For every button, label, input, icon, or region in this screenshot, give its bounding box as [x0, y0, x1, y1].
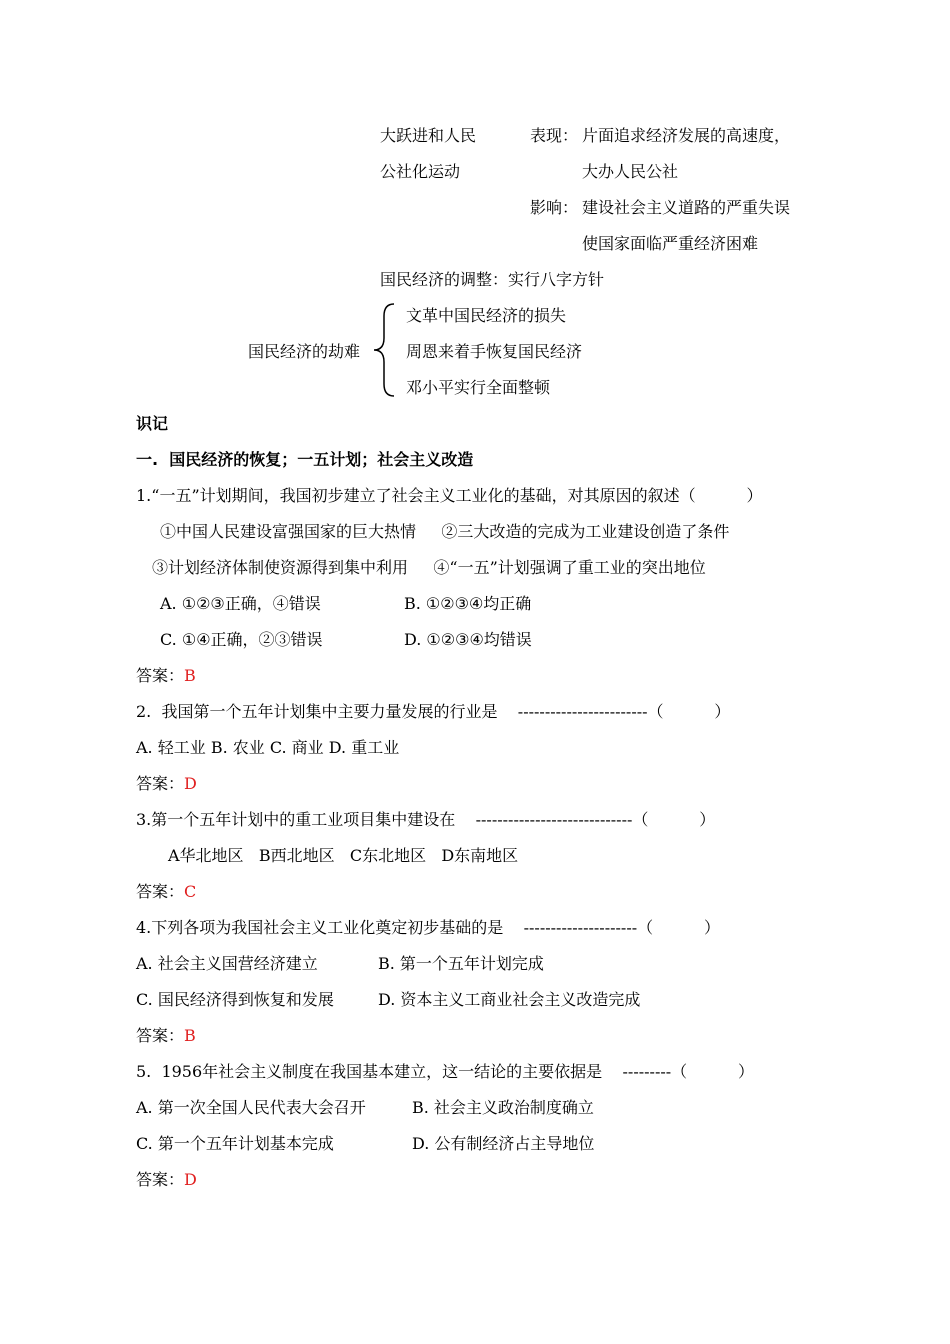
question-5-option-d: D. 公有制经济占主导地位: [412, 1134, 595, 1153]
answer-label: 答案：: [136, 1026, 185, 1045]
question-4-answer: [136, 1026, 196, 1046]
question-2-answer: [136, 774, 197, 794]
question-4-option-a: A. 社会主义国营经济建立: [136, 954, 318, 973]
question-1-answer: [136, 666, 196, 686]
question-1-option-a: A. ①②③正确，④错误: [160, 594, 321, 613]
question-1-option-d: D. ①②③④均错误: [404, 630, 532, 649]
question-5-option-a: A. 第一次全国人民代表大会召开: [136, 1098, 366, 1117]
curly-brace-icon: [370, 300, 400, 400]
outline-great-leap-title-line2: 公社化运动: [380, 162, 461, 181]
question-4-option-c: C. 国民经济得到恢复和发展: [136, 990, 334, 1009]
outline-adjustment: 国民经济的调整：实行八字方针: [380, 270, 605, 289]
question-2-options: A. 轻工业 B. 农业 C. 商业 D. 重工业: [136, 738, 400, 757]
answer-value: B: [184, 1026, 196, 1045]
question-1-option-c: C. ①④正确，②③错误: [160, 630, 323, 649]
question-1-statement: ③计划经济体制使资源得到集中利用 ④“一五”计划强调了重工业的突出地位: [152, 558, 706, 577]
question-1-statement: ①中国人民建设富强国家的巨大热情 ②三大改造的完成为工业建设创造了条件: [160, 522, 730, 541]
question-5-answer: [136, 1170, 197, 1190]
answer-label: 答案：: [136, 774, 185, 793]
outline-disaster-item: 周恩来着手恢复国民经济: [406, 342, 583, 361]
section-heading: 一. 国民经济的恢复；一五计划；社会主义改造: [136, 450, 474, 469]
question-3-answer: [136, 882, 196, 902]
outline-manifestation-line2: 大办人民公社: [582, 162, 679, 181]
answer-value: B: [184, 666, 196, 685]
question-5-option-c: C. 第一个五年计划基本完成: [136, 1134, 334, 1153]
outline-impact-line2: 使国家面临严重经济困难: [582, 234, 759, 253]
answer-value: C: [184, 882, 197, 901]
outline-impact-line1: 建设社会主义道路的严重失误: [582, 198, 791, 217]
question-4-option-d: D. 资本主义工商业社会主义改造完成: [378, 990, 641, 1009]
question-3-stem: 3.第一个五年计划中的重工业项目集中建设在 -----------------------------（ ）: [136, 810, 716, 829]
answer-label: 答案：: [136, 882, 185, 901]
question-5-option-b: B. 社会主义政治制度确立: [412, 1098, 594, 1117]
answer-value: D: [184, 774, 197, 793]
outline-manifestation-label: 表现：: [530, 126, 579, 145]
section-label: 识记: [136, 414, 169, 433]
outline-manifestation-line1: 片面追求经济发展的高速度，: [582, 126, 791, 145]
answer-value: D: [184, 1170, 197, 1189]
question-4-option-b: B. 第一个五年计划完成: [378, 954, 544, 973]
question-5-stem: 5. 1956年社会主义制度在我国基本建立，这一结论的主要依据是 ---------（ ）: [136, 1062, 755, 1081]
question-1-option-b: B. ①②③④均正确: [404, 594, 532, 613]
question-2-stem: 2. 我国第一个五年计划集中主要力量发展的行业是 ------------------------（ ）: [136, 702, 731, 721]
outline-disaster-title: 国民经济的劫难: [248, 342, 361, 361]
answer-label: 答案：: [136, 1170, 185, 1189]
answer-label: 答案：: [136, 666, 185, 685]
outline-impact-label: 影响：: [530, 198, 579, 217]
outline-great-leap-title-line1: 大跃进和人民: [380, 126, 477, 145]
outline-disaster-item: 文革中国民经济的损失: [406, 306, 567, 325]
question-3-options: A华北地区 B西北地区 C东北地区 D东南地区: [168, 846, 519, 865]
question-1-stem: 1.“一五”计划期间，我国初步建立了社会主义工业化的基础，对其原因的叙述（ ）: [136, 486, 763, 505]
question-4-stem: 4.下列各项为我国社会主义工业化奠定初步基础的是 ---------------------（ ）: [136, 918, 721, 937]
outline-disaster-item: 邓小平实行全面整顿: [406, 378, 551, 397]
